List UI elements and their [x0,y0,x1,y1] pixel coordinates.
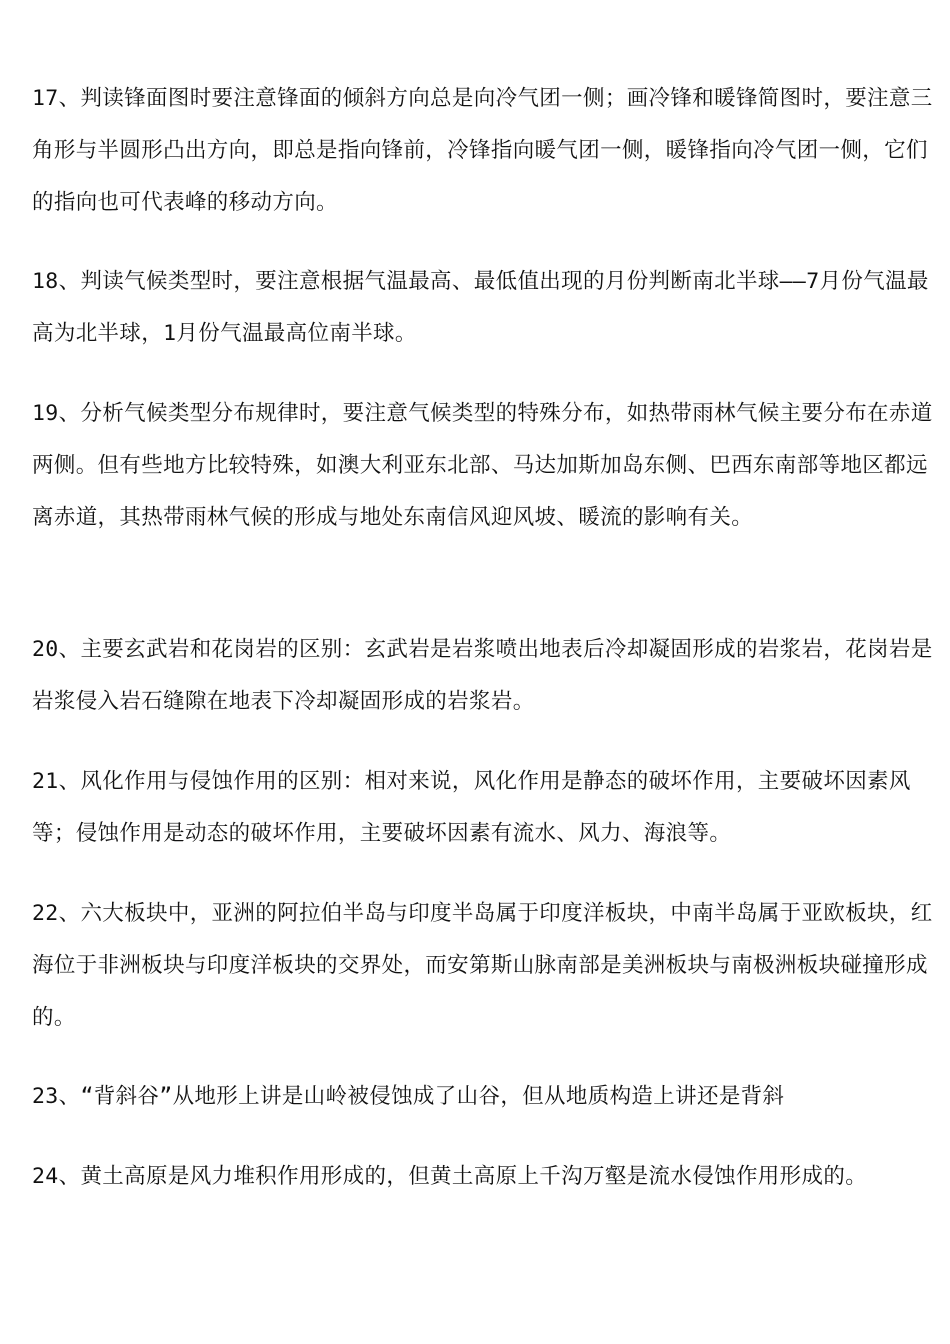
paragraph-17: 17、判读锋面图时要注意锋面的倾斜方向总是向冷气团一侧；画冷锋和暖锋简图时，要注意三角形与半圆形凸出方向，即总是指向锋前，冷锋指向暖气团一侧，暖锋指向冷气团一侧，它们的指向也可代表峰的移动方向。 [32,86,933,215]
paragraph-18: 18、判读气候类型时，要注意根据气温最高、最低值出现的月份判断南北半球——7月份气温最高为北半球，1月份气温最高位南半球。 [32,269,929,346]
paragraph-19: 19、分析气候类型分布规律时，要注意气候类型的特殊分布，如热带雨林气候主要分布在赤道两侧。但有些地方比较特殊，如澳大利亚东北部、马达加斯加岛东侧、巴西东南部等地区都远离赤道，其热带雨林气候的形成与地处东南信风迎风坡、暖流的影响有关。 [32,401,933,530]
paragraph-24: 24、黄土高原是风力堆积作用形成的，但黄土高原上千沟万壑是流水侵蚀作用形成的。 [32,1164,868,1189]
paragraph-21: 21、风化作用与侵蚀作用的区别：相对来说，风化作用是静态的破坏作用，主要破坏因素风等；侵蚀作用是动态的破坏作用，主要破坏因素有流水、风力、海浪等。 [32,769,911,846]
paragraph-20: 20、主要玄武岩和花岗岩的区别：玄武岩是岩浆喷出地表后冷却凝固形成的岩浆岩，花岗岩是岩浆侵入岩石缝隙在地表下冷却凝固形成的岩浆岩。 [32,637,933,714]
paragraph-23: 23、“背斜谷”从地形上讲是山岭被侵蚀成了山谷，但从地质构造上讲还是背斜 [32,1084,785,1109]
paragraph-22: 22、六大板块中，亚洲的阿拉伯半岛与印度半岛属于印度洋板块，中南半岛属于亚欧板块，红海位于非洲板块与印度洋板块的交界处，而安第斯山脉南部是美洲板块与南极洲板块碰撞形成的。 [32,901,933,1030]
